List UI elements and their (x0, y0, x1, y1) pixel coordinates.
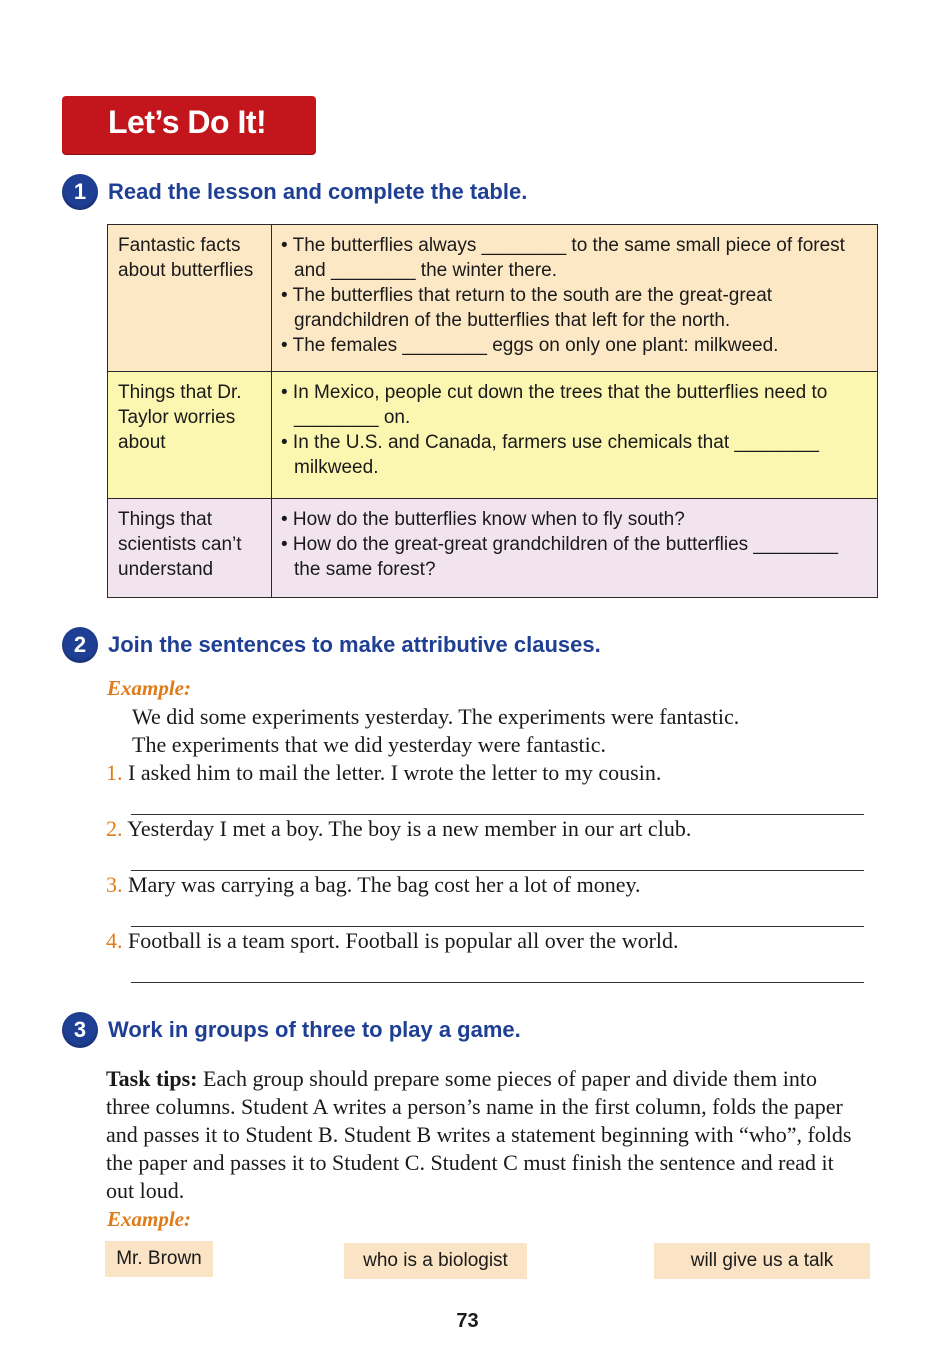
row-label: Things that Dr. Taylor worries about (108, 372, 272, 499)
section-3-number-badge: 3 (62, 1012, 98, 1048)
exercise-item-3 (106, 872, 641, 898)
answer-line-3[interactable] (131, 926, 864, 927)
row-content (272, 225, 878, 372)
task-tips-text: Each group should prepare some pieces of paper and divide them into three columns. Student A writes a person’s name in the first column, folds the paper and passes it to Student B. Student B writes a statement beginning with “who”, folds the paper and passes it to Student C. Student C must finish the sentence and read it out loud. (106, 1066, 852, 1203)
task-tips-label: Task tips: (106, 1066, 198, 1091)
section-2-number-badge: 2 (62, 627, 98, 663)
bullet-item: • The females ________ eggs on only one plant: milkweed. (281, 335, 779, 356)
section-2-title: Join the sentences to make attributive clauses. (108, 632, 601, 657)
exercise-item-1 (106, 760, 661, 786)
task-tips (106, 1065, 866, 1205)
example-line: The experiments that we did yesterday were fantastic. (132, 732, 607, 757)
item-text: Yesterday I met a boy. The boy is a new member in our art club. (127, 816, 692, 841)
item-text: Football is a team sport. Football is popular all over the world. (128, 928, 679, 953)
item-number: 2. (106, 816, 123, 841)
section-3-heading (62, 1011, 521, 1049)
row-label: Things that scientists can’t understand (108, 499, 272, 598)
section-1-heading (62, 173, 527, 211)
row-content (272, 499, 878, 598)
bullet-item: • In the U.S. and Canada, farmers use chemicals that ________ milkweed. (281, 432, 819, 478)
row-content (272, 372, 878, 499)
banner-title: Let’s Do It! (108, 104, 267, 140)
answer-line-4[interactable] (131, 982, 864, 983)
bullet-item: • The butterflies always ________ to the same small piece of forest and ________ the winter there. (281, 235, 845, 281)
answer-line-2[interactable] (131, 870, 864, 871)
table-row (108, 225, 878, 372)
example-chip-predicate: will give us a talk (654, 1243, 870, 1279)
bullet-item: • How do the butterflies know when to fly south? (281, 509, 685, 530)
item-text: I asked him to mail the letter. I wrote the letter to my cousin. (128, 760, 662, 785)
section-2-heading (62, 626, 601, 664)
section-1-number-badge: 1 (62, 174, 98, 210)
row-label: Fantastic facts about butterflies (108, 225, 272, 372)
example-line: We did some experiments yesterday. The experiments were fantastic. (132, 704, 740, 729)
exercise-item-2 (106, 816, 691, 842)
exercise-item-4 (106, 928, 679, 954)
item-text: Mary was carrying a bag. The bag cost her a lot of money. (128, 872, 641, 897)
lets-do-it-banner (62, 96, 316, 154)
bullet-item: • The butterflies that return to the south are the great-great grandchildren of the butterflies that left for the north. (281, 285, 773, 331)
example-label: Example: (107, 676, 191, 700)
page-number: 73 (456, 1310, 479, 1332)
section-1-title: Read the lesson and complete the table. (108, 179, 528, 204)
item-number: 3. (106, 872, 123, 897)
table-row (108, 372, 878, 499)
example-label: Example: (107, 1207, 191, 1231)
bullet-item: • How do the great-great grandchildren of the butterflies ________ the same forest? (281, 534, 838, 580)
answer-line-1[interactable] (131, 814, 864, 815)
example-chip-name: Mr. Brown (105, 1241, 213, 1277)
butterfly-facts-table (107, 224, 878, 598)
bullet-item: • In Mexico, people cut down the trees that the butterflies need to ________ on. (281, 382, 828, 428)
example-chip-who: who is a biologist (344, 1243, 527, 1279)
item-number: 4. (106, 928, 123, 953)
section-3-title: Work in groups of three to play a game. (108, 1017, 521, 1042)
table-row (108, 499, 878, 598)
item-number: 1. (106, 760, 123, 785)
